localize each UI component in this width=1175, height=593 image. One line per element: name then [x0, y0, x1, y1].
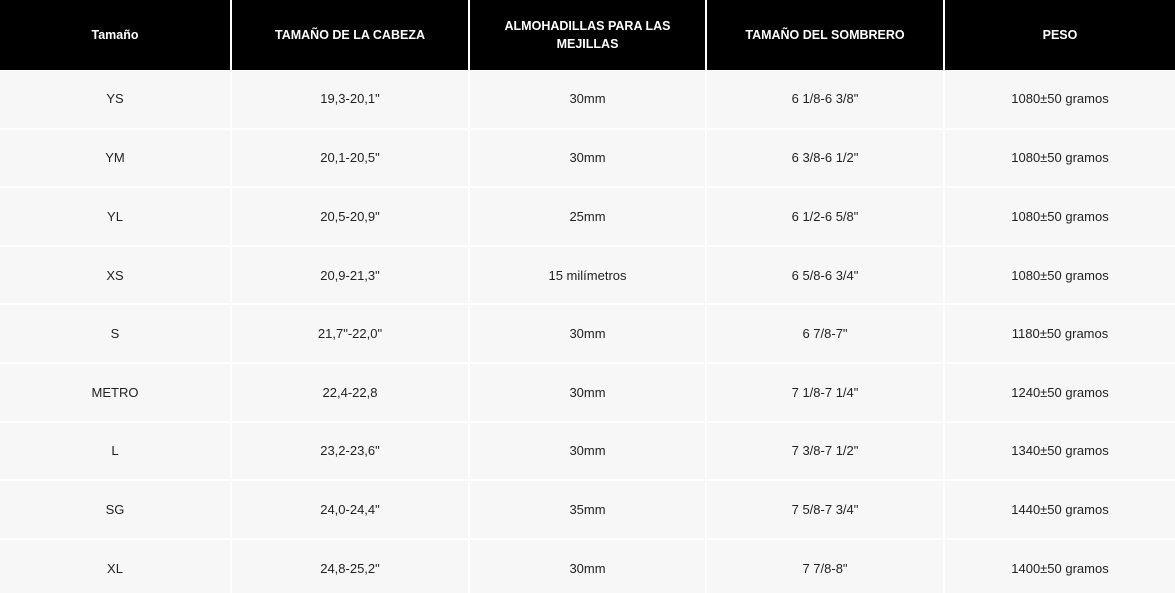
cell-cheek-pads: 30mm [469, 129, 706, 188]
cell-size: SG [0, 480, 231, 539]
header-row [0, 0, 1175, 70]
table-row [0, 129, 1175, 188]
cell-weight: 1240±50 gramos [944, 363, 1175, 422]
cell-head-size: 23,2-23,6" [231, 422, 469, 481]
cell-cheek-pads: 15 milímetros [469, 246, 706, 305]
cell-hat-size: 7 5/8-7 3/4" [706, 480, 944, 539]
header-weight: PESO [944, 0, 1175, 70]
cell-head-size: 22,4-22,8 [231, 363, 469, 422]
cell-hat-size: 7 1/8-7 1/4" [706, 363, 944, 422]
cell-cheek-pads: 30mm [469, 304, 706, 363]
cell-size: L [0, 422, 231, 481]
cell-hat-size: 6 5/8-6 3/4" [706, 246, 944, 305]
table-row [0, 422, 1175, 481]
table-body [0, 70, 1175, 593]
cell-cheek-pads: 30mm [469, 70, 706, 129]
cell-weight: 1340±50 gramos [944, 422, 1175, 481]
cell-weight: 1400±50 gramos [944, 539, 1175, 593]
cell-hat-size: 7 7/8-8" [706, 539, 944, 593]
table-row [0, 363, 1175, 422]
cell-head-size: 21,7"-22,0" [231, 304, 469, 363]
cell-weight: 1080±50 gramos [944, 70, 1175, 129]
table-row [0, 246, 1175, 305]
cell-cheek-pads: 30mm [469, 422, 706, 481]
cell-weight: 1180±50 gramos [944, 304, 1175, 363]
table-row [0, 70, 1175, 129]
cell-size: YL [0, 187, 231, 246]
header-size: Tamaño [0, 0, 231, 70]
table-row [0, 480, 1175, 539]
header-hat-size: TAMAÑO DEL SOMBRERO [706, 0, 944, 70]
cell-head-size: 20,9-21,3" [231, 246, 469, 305]
cell-hat-size: 6 3/8-6 1/2" [706, 129, 944, 188]
cell-size: XS [0, 246, 231, 305]
header-cheek-pads: ALMOHADILLAS PARA LAS MEJILLAS [469, 0, 706, 70]
header-head-size: TAMAÑO DE LA CABEZA [231, 0, 469, 70]
cell-hat-size: 6 1/8-6 3/8" [706, 70, 944, 129]
table-row [0, 304, 1175, 363]
table-row [0, 187, 1175, 246]
cell-cheek-pads: 30mm [469, 363, 706, 422]
cell-cheek-pads: 25mm [469, 187, 706, 246]
cell-size: YM [0, 129, 231, 188]
cell-weight: 1080±50 gramos [944, 187, 1175, 246]
cell-cheek-pads: 30mm [469, 539, 706, 593]
cell-size: XL [0, 539, 231, 593]
cell-size: S [0, 304, 231, 363]
cell-weight: 1440±50 gramos [944, 480, 1175, 539]
cell-cheek-pads: 35mm [469, 480, 706, 539]
cell-hat-size: 6 7/8-7" [706, 304, 944, 363]
table-header [0, 0, 1175, 70]
cell-weight: 1080±50 gramos [944, 246, 1175, 305]
cell-head-size: 20,5-20,9" [231, 187, 469, 246]
cell-weight: 1080±50 gramos [944, 129, 1175, 188]
cell-hat-size: 6 1/2-6 5/8" [706, 187, 944, 246]
cell-head-size: 24,8-25,2" [231, 539, 469, 593]
cell-head-size: 24,0-24,4" [231, 480, 469, 539]
cell-head-size: 19,3-20,1" [231, 70, 469, 129]
cell-size: YS [0, 70, 231, 129]
cell-hat-size: 7 3/8-7 1/2" [706, 422, 944, 481]
table-row [0, 539, 1175, 593]
cell-head-size: 20,1-20,5" [231, 129, 469, 188]
cell-size: METRO [0, 363, 231, 422]
